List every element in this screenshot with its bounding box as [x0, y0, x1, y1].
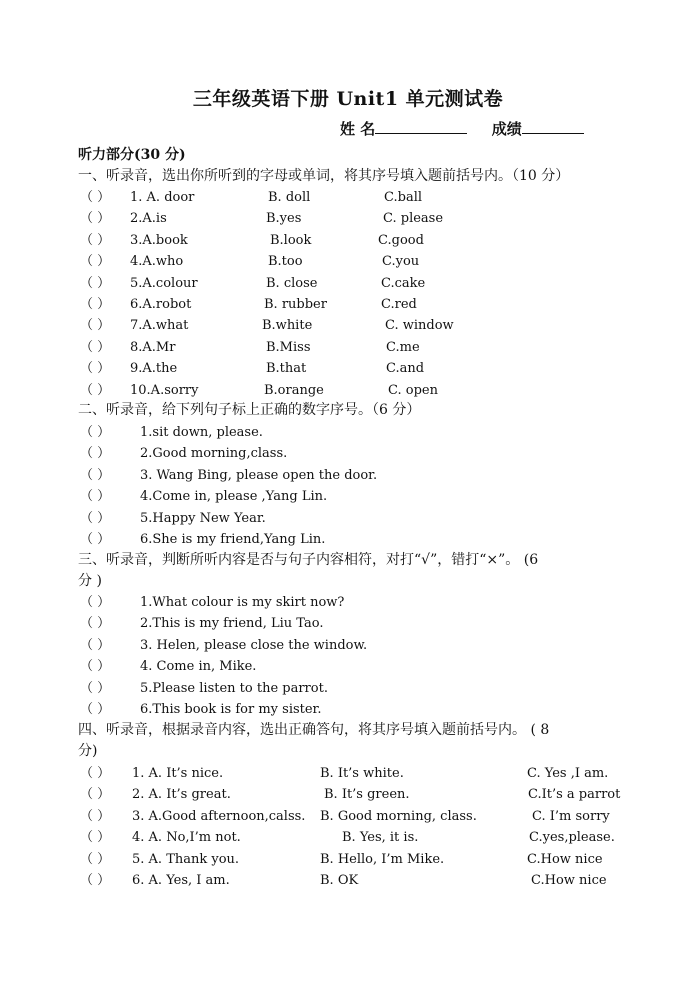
option-b: B. close	[266, 275, 318, 291]
option-c: C.and	[386, 361, 425, 377]
option-c: C.ball	[384, 190, 423, 205]
answer-bracket[interactable]: （ ）	[80, 680, 111, 696]
answer-bracket[interactable]: （ ）	[80, 659, 111, 675]
answer-bracket[interactable]: （ ）	[80, 637, 111, 653]
option-b: B. OK	[320, 873, 359, 888]
section-heading: 一、听录音，选出你所听到的字母或单词，将其序号填入题前括号内。（10 分）	[78, 168, 570, 184]
option-b: B. It’s white.	[320, 766, 404, 781]
option-a: 1. A. door	[130, 190, 195, 205]
answer-bracket[interactable]: （ ）	[80, 211, 111, 227]
question-row	[0, 656, 696, 677]
option-b: B.white	[262, 318, 313, 334]
option-c: C.How nice	[527, 851, 603, 867]
option-c: C.me	[386, 339, 420, 355]
option-a: 7.A.what	[130, 318, 189, 334]
question-row	[0, 678, 696, 699]
section-heading-cont: 分)	[78, 743, 98, 759]
option-b: B. rubber	[264, 297, 327, 312]
answer-bracket[interactable]: （ ）	[80, 766, 111, 781]
option-a: 8.A.Mr	[130, 339, 176, 355]
question-row	[0, 230, 696, 251]
option-b: B.orange	[264, 382, 324, 398]
option-b: B.too	[268, 254, 303, 270]
option-c: C.cake	[381, 275, 426, 291]
question-row	[0, 315, 696, 336]
option-c: C. open	[388, 382, 438, 398]
question-text: 2.Good morning,class.	[140, 446, 288, 462]
answer-bracket[interactable]: （ ）	[80, 232, 111, 248]
question-text: 4. Come in, Mike.	[140, 659, 257, 675]
option-b: B. Good morning, class.	[320, 808, 477, 824]
question-row	[0, 358, 696, 379]
answer-bracket[interactable]: （ ）	[80, 190, 111, 205]
option-b: B. doll	[268, 190, 311, 205]
option-c: C.yes,please.	[529, 830, 615, 846]
question-row	[0, 699, 696, 720]
section-heading: 二、听录音，给下列句子标上正确的数字序号。（6 分）	[78, 402, 421, 418]
option-a: 6. A. Yes, I am.	[132, 873, 230, 888]
name-score-line	[340, 118, 584, 139]
option-b: B. It’s green.	[324, 787, 410, 803]
option-c: C.It’s a parrot	[528, 787, 621, 803]
answer-bracket[interactable]: （ ）	[80, 532, 111, 547]
name-blank[interactable]	[375, 119, 467, 134]
score-blank[interactable]	[522, 119, 584, 134]
answer-bracket[interactable]: （ ）	[80, 275, 111, 291]
option-a: 2.A.is	[130, 211, 167, 227]
option-a: 9.A.the	[130, 361, 178, 377]
question-row	[0, 273, 696, 294]
question-row	[0, 380, 696, 401]
answer-bracket[interactable]: （ ）	[80, 510, 111, 526]
option-b: B. Yes, it is.	[342, 830, 419, 846]
option-b: B.Miss	[266, 339, 311, 355]
question-row	[0, 208, 696, 229]
option-c: C.red	[381, 297, 417, 312]
question-text: 3. Wang Bing, please open the door.	[140, 467, 378, 483]
question-text: 6.This book is for my sister.	[140, 702, 322, 717]
answer-bracket[interactable]: （ ）	[80, 787, 111, 803]
answer-bracket[interactable]: （ ）	[80, 851, 111, 867]
question-text: 1.What colour is my skirt now?	[140, 595, 345, 610]
question-row	[0, 294, 696, 315]
section-heading-cont: 分 )	[78, 573, 102, 589]
option-c: C.good	[378, 232, 424, 248]
option-a: 4.A.who	[130, 254, 184, 270]
option-c: C. window	[385, 318, 454, 334]
answer-bracket[interactable]: （ ）	[80, 595, 111, 610]
page-title: 三年级英语下册 Unit1 单元测试卷	[192, 88, 504, 110]
answer-bracket[interactable]: （ ）	[80, 254, 111, 270]
listening-part-label: 听力部分(30 分)	[78, 147, 186, 163]
option-c: C.you	[382, 254, 420, 270]
answer-bracket[interactable]: （ ）	[80, 489, 111, 505]
answer-bracket[interactable]: （ ）	[80, 616, 111, 632]
question-text: 3. Helen, please close the window.	[140, 637, 368, 653]
option-a: 3. A.Good afternoon,calss.	[132, 808, 306, 824]
answer-bracket[interactable]: （ ）	[80, 808, 111, 824]
question-row	[0, 784, 696, 805]
option-b: B.that	[266, 361, 307, 377]
option-a: 10.A.sorry	[130, 382, 199, 398]
answer-bracket[interactable]: （ ）	[80, 382, 111, 398]
answer-bracket[interactable]: （ ）	[80, 702, 111, 717]
question-text: 4.Come in, please ,Yang Lin.	[140, 489, 328, 505]
question-row	[0, 827, 696, 848]
question-text: 5.Please listen to the parrot.	[140, 680, 328, 696]
question-row	[0, 337, 696, 358]
answer-bracket[interactable]: （ ）	[80, 446, 111, 462]
question-row	[0, 508, 696, 529]
question-row	[0, 251, 696, 272]
question-row	[0, 613, 696, 634]
option-c: C. please	[383, 211, 444, 227]
answer-bracket[interactable]: （ ）	[80, 830, 111, 846]
answer-bracket[interactable]: （ ）	[80, 873, 111, 888]
option-b: B.look	[270, 232, 312, 248]
section-heading: 四、听录音，根据录音内容，选出正确答句，将其序号填入题前括号内。 ( 8	[78, 722, 550, 738]
question-text: 1.sit down, please.	[140, 425, 263, 440]
question-row	[0, 763, 696, 784]
option-a: 5.A.colour	[130, 275, 198, 291]
answer-bracket[interactable]: （ ）	[80, 339, 111, 355]
option-c: C. I’m sorry	[532, 808, 610, 824]
name-label: 姓 名	[340, 120, 376, 138]
question-text: 5.Happy New Year.	[140, 510, 266, 526]
option-a: 3.A.book	[130, 232, 188, 248]
question-row	[0, 849, 696, 870]
question-row	[0, 443, 696, 464]
option-a: 4. A. No,I’m not.	[132, 830, 241, 846]
question-row	[0, 422, 696, 443]
option-a: 5. A. Thank you.	[132, 851, 240, 867]
question-text: 6.She is my friend,Yang Lin.	[140, 532, 326, 547]
option-a: 1. A. It’s nice.	[132, 766, 224, 781]
answer-bracket[interactable]: （ ）	[80, 318, 111, 334]
question-row	[0, 529, 696, 550]
question-row	[0, 486, 696, 507]
question-row	[0, 592, 696, 613]
question-row	[0, 187, 696, 208]
answer-bracket[interactable]: （ ）	[80, 467, 111, 483]
section-heading: 三、听录音，判断所听内容是否与句子内容相符，对打“√”，错打“×”。 (6	[78, 552, 539, 568]
answer-bracket[interactable]: （ ）	[80, 361, 111, 377]
answer-bracket[interactable]: （ ）	[80, 297, 111, 312]
option-b: B. Hello, I’m Mike.	[320, 851, 445, 867]
option-a: 2. A. It’s great.	[132, 787, 231, 803]
score-label: 成绩	[491, 120, 522, 138]
question-row	[0, 635, 696, 656]
question-row	[0, 465, 696, 486]
question-text: 2.This is my friend, Liu Tao.	[140, 616, 324, 632]
answer-bracket[interactable]: （ ）	[80, 425, 111, 440]
option-b: B.yes	[266, 211, 302, 227]
option-c: C.How nice	[531, 873, 607, 888]
question-row	[0, 806, 696, 827]
question-row	[0, 870, 696, 891]
option-c: C. Yes ,I am.	[527, 766, 609, 781]
option-a: 6.A.robot	[130, 297, 192, 312]
